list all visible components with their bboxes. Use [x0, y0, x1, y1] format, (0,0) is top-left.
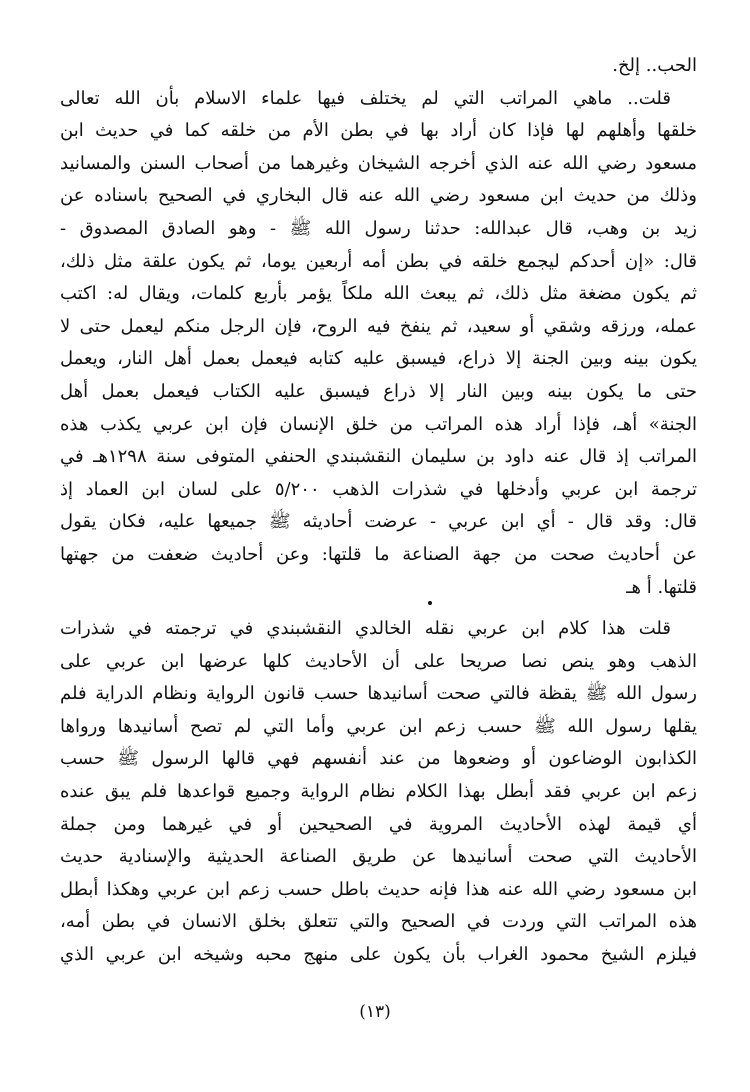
text-line: ثم يكون مضغة مثل ذلك، ثم يبعث الله ملكاً يؤمر بأربع كلمات، ويقال له: اكتب — [60, 283, 697, 305]
text-line: رسول الله ﷺ يقظة فالتي صحت أسانيدها حسب قانون الرواية ونظام الدراية فلم — [60, 683, 697, 705]
text-line: المراتب إذ قال عنه داود بن سليمان النقشبندي الحنفي المتوفى سنة ١٢٩٨هـ في — [60, 446, 697, 468]
ink-dot — [428, 601, 432, 605]
text-line: وذلك من حديث ابن مسعود رضي الله عنه قال البخاري في الصحيح باسناده عن — [60, 185, 697, 207]
text-line: الذهب وهو ينص نصا صريحا على أن الأحاديث كلها عرضها ابن عربي على — [60, 650, 697, 672]
text-line: قلت.. ماهي المراتب التي لم يختلف فيها علماء الاسلام بأن الله تعالى — [60, 87, 671, 109]
text-line: ترجمة ابن عربي وأدخلها في شذرات الذهب ٥/٢٠٠ على لسان ابن العماد إذ — [60, 478, 697, 500]
text-line: زعم ابن عربي فقد أبطل بهذا الكلام نظام الرواية وجميع قواعدها فلم يبق عنده — [60, 780, 697, 802]
text-line: الكذابون الوضاعون أو وضعوها من عند أنفسهم فهي قالها الرسول ﷺ حسب — [60, 748, 697, 770]
text-line: عمله، ورزقه وشقي أو سعيد، ثم ينفخ فيه الروح، فإن الرجل منكم ليعمل حتى لا — [60, 315, 697, 337]
text-line: عن أحاديث صحت من جهة الصناعة ما قلتها: وعن أحاديث ضعفت من جهتها — [60, 543, 697, 565]
text-line: قال: وقد قال - أي ابن عربي - عرضت أحاديثه ﷺ جميعها عليه، فكان يقول — [60, 511, 697, 533]
paragraph-1 — [60, 50, 697, 604]
text-line: هذه المراتب التي وردت في الصحيح والتي تتعلق بخلق الانسان في بطن أمه، — [60, 911, 697, 933]
text-line: فيلزم الشيخ محمود الغراب بأن يكون على منهج محبه وشيخه ابن عربي الذي — [60, 943, 697, 965]
text-line: حتى ما يكون بينه وبين النار إلا ذراع فيسبق عليه الكتاب فيعمل بعمل أهل — [60, 380, 697, 402]
text-line: مسعود رضي الله عنه الذي أخرجه الشيخان وغيرهما من أصحاب السنن والمسانيد — [60, 152, 697, 174]
text-line: الحب.. إلخ. — [612, 55, 697, 76]
text-line: يكون بينه وبين الجنة إلا ذراع، فيسبق عليه كتابه فيعمل بعمل أهل النار، ويعمل — [60, 348, 697, 370]
page-number: (١٣) — [359, 1002, 391, 1022]
text-line: يقلها رسول الله ﷺ حسب زعم ابن عربي وأما التي لم تصح أسانيدها ورواها — [60, 715, 697, 737]
text-line: قال: «إن أحدكم ليجمع خلقه في بطن أمه أربعين يوما، ثم يكون علقة مثل ذلك، — [60, 250, 697, 272]
text-line: أي قيمة لهذه الأحاديث المروية في الصحيحين أو في غيرهما ومن جملة — [60, 813, 697, 835]
text-line: خلقها وأهلهم لها فإذا كان أراد بها في بطن الأم من خلقه كما في حديث ابن — [60, 120, 697, 142]
text-line: قلت هذا كلام ابن عربي نقله الخالدي النقشبندي في ترجمته في شذرات — [60, 618, 671, 639]
text-line: ابن مسعود رضي الله عنه هذا فإنه حديث باطل حسب زعم ابن عربي وهكذا أبطل — [60, 878, 697, 900]
text-line: الجنة» أهـ، فإذا أراد هذه المراتب من خلق الإنسان فإن ابن عربي يكذب هذه — [60, 413, 697, 435]
text-line: الأحاديث التي صحت أسانيدها عن طريق الصناعة الحديثية والإسنادية حديث — [60, 846, 697, 868]
text-line: زيد بن وهب، قال عبدالله: حدثنا رسول الله ﷺ - وهو الصادق المصدوق - — [60, 217, 697, 239]
text-line: قلتها. أ هـ — [626, 576, 697, 598]
paragraph-2 — [60, 613, 697, 972]
